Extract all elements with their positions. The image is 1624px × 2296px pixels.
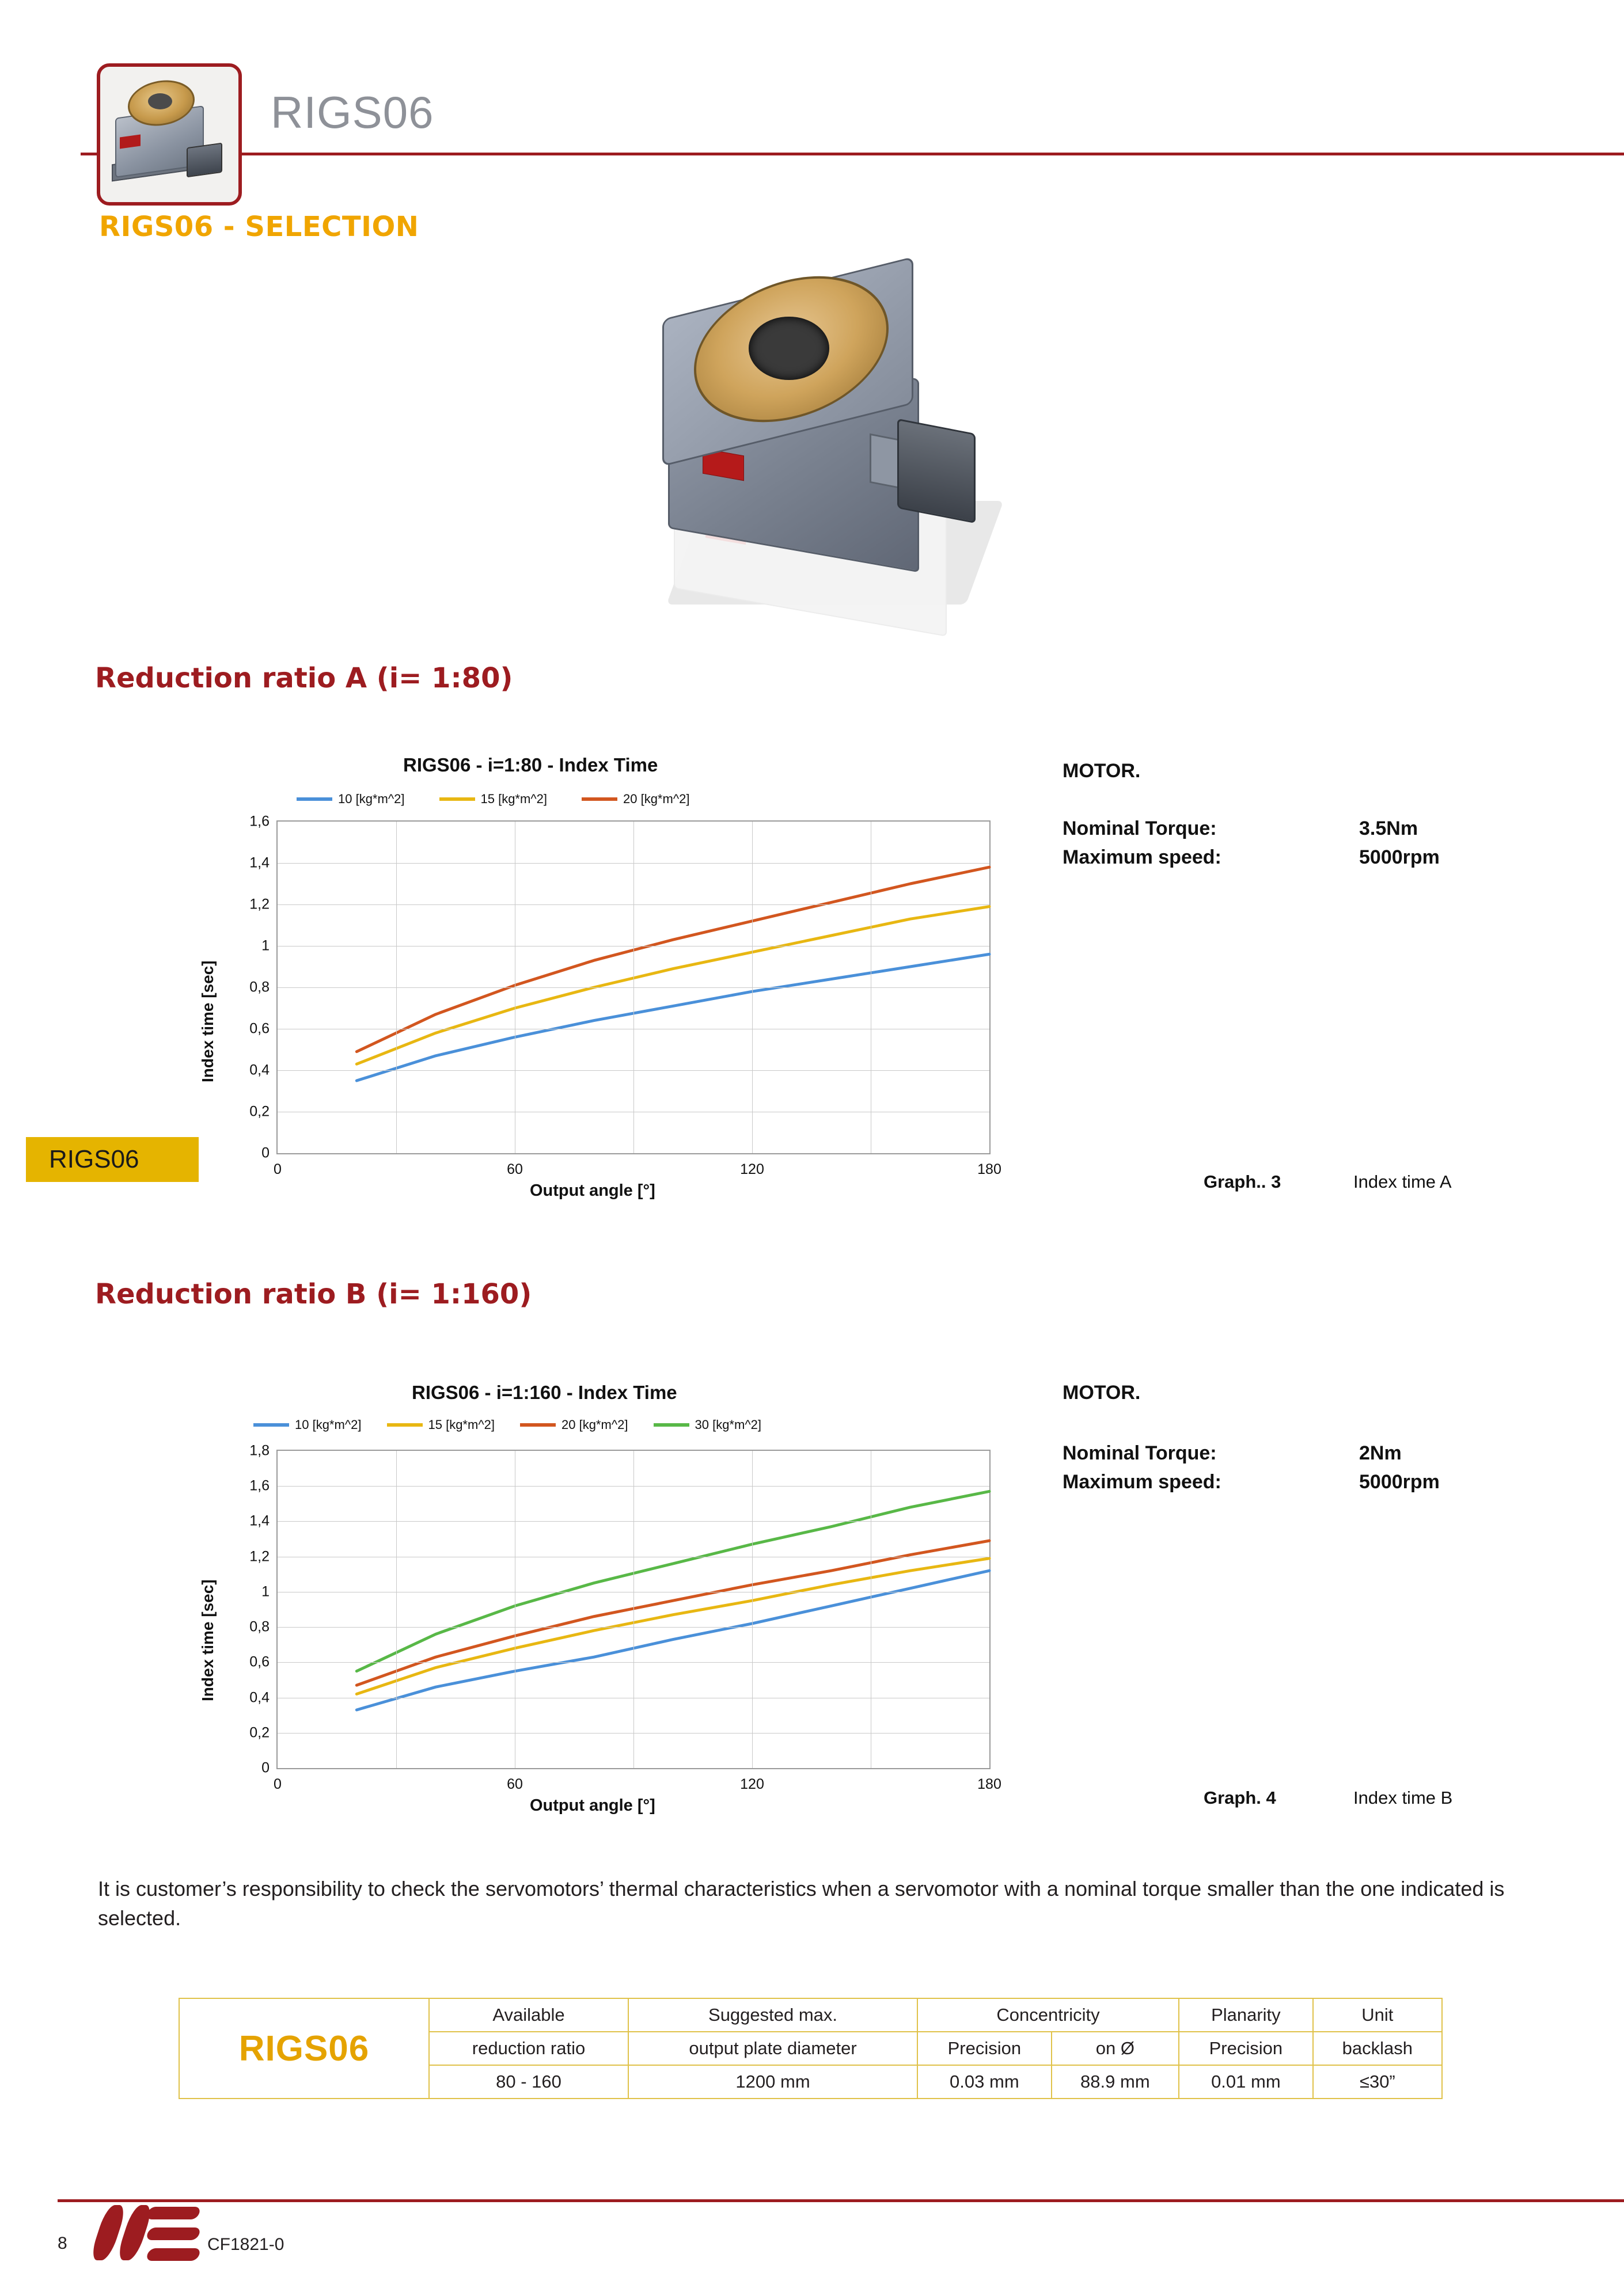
legend-label: 10 [kg*m^2]: [338, 792, 405, 806]
y-tick-label: 0,4: [249, 1689, 270, 1706]
y-tick-label: 0,2: [249, 1724, 270, 1741]
motor-a-nominal-torque-label: Nominal Torque:: [1063, 818, 1217, 839]
y-tick-label: 1: [261, 1583, 270, 1600]
y-tick-label: 1,2: [249, 896, 270, 913]
y-tick-label: 1,4: [249, 854, 270, 871]
table-header-top: Unit: [1313, 1998, 1442, 2032]
legend-swatch-icon: [297, 797, 332, 801]
page-title: RIGS06: [271, 87, 434, 138]
legend-item: [520, 1417, 628, 1432]
chart-a-title: RIGS06 - i=1:80 - Index Time: [403, 754, 658, 776]
legend-item: [439, 792, 548, 807]
legend-label: 10 [kg*m^2]: [295, 1417, 362, 1432]
motor-b-heading: MOTOR.: [1063, 1382, 1141, 1404]
gearbox-icon: [97, 63, 242, 206]
y-tick-label: 0: [261, 1759, 270, 1776]
x-tick-label: 120: [740, 1776, 764, 1792]
y-tick-label: 0,6: [249, 1653, 270, 1670]
y-tick-label: 0,2: [249, 1103, 270, 1120]
graph-b-caption-text: Index time B: [1353, 1788, 1453, 1808]
chart-a-plot-area: [249, 813, 1001, 1177]
legend-swatch-icon: [582, 797, 617, 801]
chart-b-y-axis-title: Index time [sec]: [199, 1579, 217, 1701]
x-tick-label: 60: [507, 1161, 523, 1177]
motor-b-max-speed-value: 5000rpm: [1359, 1471, 1440, 1493]
swoosh-logo-icon: [92, 2202, 196, 2265]
table-header-top: Concentricity: [917, 1998, 1179, 2032]
gridline: [633, 822, 634, 1153]
page-number: 8: [58, 2234, 67, 2253]
y-tick-label: 1,6: [249, 813, 270, 830]
legend-item: [297, 792, 405, 807]
table-header-bottom: Precision: [1179, 2032, 1313, 2065]
section-title: RIGS06 - SELECTION: [99, 211, 419, 243]
chart-b-plot-area: [249, 1442, 1001, 1792]
document-code: CF1821-0: [207, 2235, 284, 2254]
legend-item: [582, 792, 690, 807]
motor-a-max-speed-label: Maximum speed:: [1063, 846, 1221, 868]
table-row: [179, 1998, 1442, 2032]
legend-label: 15 [kg*m^2]: [480, 792, 547, 806]
legend-item: [253, 1417, 362, 1432]
table-header-top: Suggested max.: [628, 1998, 917, 2032]
motor-a-nominal-torque-value: 3.5Nm: [1359, 818, 1418, 839]
y-tick-label: 0,8: [249, 979, 270, 995]
series-line: [356, 1491, 989, 1671]
table-header-bottom: backlash: [1313, 2032, 1442, 2065]
legend-label: 15 [kg*m^2]: [428, 1417, 495, 1432]
legend-swatch-icon: [654, 1423, 689, 1427]
responsibility-note: It is customer’s responsibility to check the servomotors’ thermal characteristics when a servomotor with a nominal torque smaller than the one indicated is selected.: [98, 1877, 1505, 1930]
gridline: [752, 822, 753, 1153]
header-divider: [81, 153, 1624, 155]
table-value: 0.01 mm: [1179, 2065, 1313, 2099]
legend-label: 20 [kg*m^2]: [561, 1417, 628, 1432]
x-tick-label: 180: [977, 1161, 1001, 1177]
chart-a-y-axis-title: Index time [sec]: [199, 960, 217, 1082]
chart-b-legend: [253, 1417, 761, 1432]
table-header-bottom: on Ø: [1052, 2032, 1179, 2065]
y-tick-label: 1: [261, 937, 270, 954]
chart-a-x-axis-title: Output angle [°]: [530, 1181, 655, 1200]
legend-swatch-icon: [439, 797, 475, 801]
legend-swatch-icon: [253, 1423, 289, 1427]
x-tick-label: 120: [740, 1161, 764, 1177]
x-tick-label: 180: [977, 1776, 1001, 1792]
legend-swatch-icon: [387, 1423, 423, 1427]
ratio-b-heading: Reduction ratio B (i= 1:160): [95, 1278, 532, 1310]
table-header-bottom: Precision: [917, 2032, 1052, 2065]
graph-b-caption-label: Graph. 4: [1204, 1788, 1276, 1808]
x-tick-label: 0: [274, 1161, 282, 1177]
motor-b-nominal-torque-label: Nominal Torque:: [1063, 1442, 1217, 1464]
y-tick-label: 1,6: [249, 1477, 270, 1494]
spec-table: [179, 1998, 1443, 2099]
gridline: [752, 1451, 753, 1768]
table-header-bottom: output plate diameter: [628, 2032, 917, 2065]
y-tick-label: 1,4: [249, 1512, 270, 1529]
y-tick-label: 0,6: [249, 1020, 270, 1037]
motor-b-nominal-torque-value: 2Nm: [1359, 1442, 1402, 1464]
y-tick-label: 0,4: [249, 1062, 270, 1078]
table-value: 0.03 mm: [917, 2065, 1052, 2099]
legend-item: [654, 1417, 762, 1432]
table-header-bottom: reduction ratio: [429, 2032, 628, 2065]
graph-a-caption-label: Graph.. 3: [1204, 1172, 1281, 1192]
table-value: 1200 mm: [628, 2065, 917, 2099]
x-tick-label: 0: [274, 1776, 282, 1792]
chart-b-x-axis-title: Output angle [°]: [530, 1796, 655, 1815]
y-tick-label: 0: [261, 1145, 270, 1161]
ratio-a-heading: Reduction ratio A (i= 1:80): [95, 662, 513, 694]
motor-a-heading: MOTOR.: [1063, 760, 1141, 782]
table-value: 88.9 mm: [1052, 2065, 1179, 2099]
chart-b-lines: [278, 1451, 992, 1770]
motor-b-max-speed-label: Maximum speed:: [1063, 1471, 1221, 1493]
series-line: [356, 867, 989, 1051]
graph-a-caption-text: Index time A: [1353, 1172, 1452, 1192]
table-header-top: Available: [429, 1998, 628, 2032]
legend-label: 30 [kg*m^2]: [695, 1417, 761, 1432]
series-line: [356, 954, 989, 1081]
legend-item: [387, 1417, 495, 1432]
table-brand-cell: RIGS06: [179, 1998, 429, 2099]
table-value: 80 - 160: [429, 2065, 628, 2099]
chart-a-legend: [297, 792, 690, 807]
y-tick-label: 1,2: [249, 1548, 270, 1565]
chart-a-lines: [278, 822, 992, 1155]
table-value: ≤30”: [1313, 2065, 1442, 2099]
x-tick-label: 60: [507, 1776, 523, 1792]
gridline: [633, 1451, 634, 1768]
table-header-top: Planarity: [1179, 1998, 1313, 2032]
side-tab-rigs06: RIGS06: [26, 1137, 199, 1182]
series-line: [356, 1558, 989, 1694]
chart-b-title: RIGS06 - i=1:160 - Index Time: [412, 1382, 677, 1403]
gridline: [396, 822, 397, 1153]
legend-swatch-icon: [520, 1423, 556, 1427]
series-line: [356, 907, 989, 1065]
footer-divider: [58, 2199, 1624, 2202]
y-tick-label: 0,8: [249, 1618, 270, 1635]
gridline: [396, 1451, 397, 1768]
motor-a-max-speed-value: 5000rpm: [1359, 846, 1440, 868]
y-tick-label: 1,8: [249, 1442, 270, 1459]
product-photo: [582, 253, 1042, 645]
legend-label: 20 [kg*m^2]: [623, 792, 690, 806]
